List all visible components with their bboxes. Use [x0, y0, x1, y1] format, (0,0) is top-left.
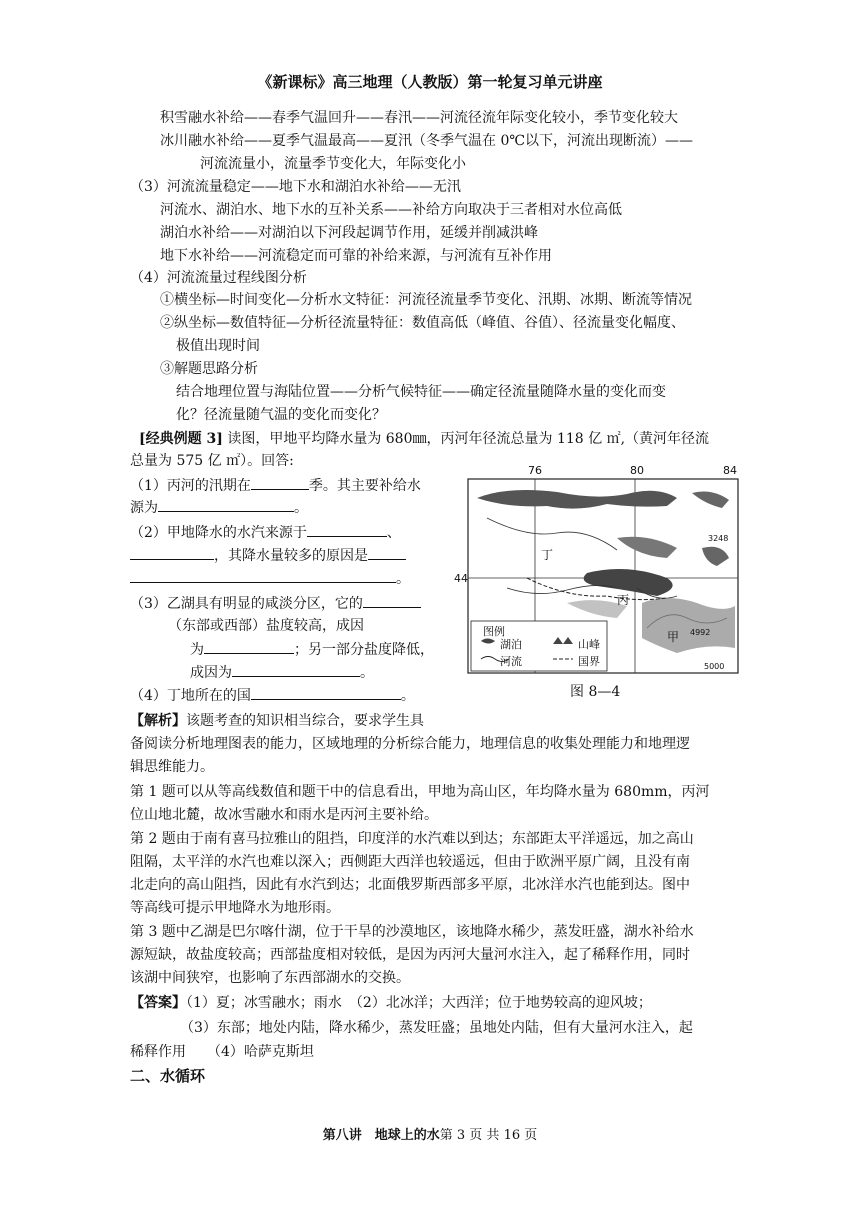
analysis-text: 阻隔，太平洋的水汽也难以深入；西侧距大西洋也较遥远，但由于欧洲平原广阔，且没有南: [130, 854, 690, 870]
analysis-text: 备阅读分析地理图表的能力，区域地理的分析综合能力，地理信息的收集处理能力和地理逻: [130, 736, 690, 752]
question-1-text: 源为: [130, 500, 158, 516]
text-line: 化？径流量随气温的变化而变化？: [176, 407, 386, 423]
elevation-label: 3248: [708, 534, 729, 543]
analysis-text: 位山地北麓，故冰雪融水和雨水是丙河主要补给。: [130, 807, 438, 823]
question-1-text: 季。其主要补给水: [308, 478, 421, 494]
text-line: 湖泊水补给——对湖泊以下河段起调节作用，延缓并削减洪峰: [160, 225, 538, 241]
analysis-tag: 【解析】: [130, 713, 186, 729]
question-3-text: （东部或西部）盐度较高，成因: [168, 618, 364, 634]
text-line: ③解题思路分析: [160, 361, 258, 377]
page-header: 《新课标》高三地理（人教版）第一轮复习单元讲座: [257, 73, 603, 91]
question-3-text: ；另一部分盐度降低，: [294, 642, 434, 658]
analysis-text: 第 1 题可以从等高线数值和题干中的信息看出，甲地为高山区，年均降水量为 680mm，丙河: [130, 784, 710, 800]
text-line: 结合地理位置与海陆位置——分析气候特征——确定径流量随降水量的变化而变: [176, 384, 666, 400]
legend-item: 湖泊: [500, 638, 522, 651]
longitude-label: 76: [528, 464, 542, 477]
longitude-label: 80: [630, 464, 644, 477]
text-line: （3）河流流量稳定——地下水和湖泊水补给——无汛: [130, 179, 461, 195]
question-4-text: （4）丁地所在的国: [130, 688, 251, 704]
analysis-text: 北走向的高山阻挡，因此有水汽到达；北面俄罗斯西部多平原，北冰洋水汽也能到达。图中: [130, 877, 690, 893]
answer-blank[interactable]: [307, 522, 387, 537]
answer-text: （3）东部；地处内陆，降水稀少，蒸发旺盛；虽地处内陆，但有大量河水注入，起: [180, 1020, 693, 1036]
question-2-text: 、: [386, 525, 401, 541]
example-tag: [经典例题 3]: [139, 431, 223, 447]
legend-item: 山峰: [578, 638, 600, 651]
text-line: 河流水、湖泊水、地下水的互补关系——补给方向取决于三者相对水位高低: [160, 202, 622, 218]
answer-blank[interactable]: [251, 475, 309, 490]
analysis-text: 源短缺，故盐度较高；西部盐度相对较低，是因为丙河大量河水注入，起了稀释作用，同时: [130, 947, 690, 963]
answer-blank[interactable]: [363, 593, 421, 608]
text-line: 冰川融水补给——夏季气温最高——夏汛（冬季气温在 0℃以下，河流出现断流）——: [160, 133, 694, 149]
question-3-text: 成因为: [190, 665, 232, 681]
analysis-text: 第 2 题由于南有喜马拉雅山的阻挡，印度洋的水汽难以到达；东部距太平洋遥远，加之高山: [130, 831, 694, 847]
page-footer: [0, 1124, 860, 1143]
answer-blank[interactable]: [232, 662, 360, 677]
question-4-text: 。: [400, 688, 415, 704]
answer-tag: 【答案】: [130, 995, 186, 1011]
example-text: 总量为 575 亿 ㎡）。回答:: [130, 453, 294, 469]
answer-blank[interactable]: [130, 545, 214, 560]
text-line: 地下水补给——河流稳定而可靠的补给来源，与河流有互补作用: [160, 248, 552, 264]
footer-page-number: 第 3 页 共 16 页: [439, 1128, 538, 1143]
latitude-label: 44: [454, 572, 468, 585]
text-line: 积雪融水补给——春季气温回升——春汛——河流径流年际变化较小，季节变化较大: [160, 110, 678, 126]
question-3-text: 。: [360, 665, 374, 681]
legend-title: 图例: [483, 625, 505, 638]
answer-blank[interactable]: [204, 639, 294, 654]
legend-item: 国界: [578, 655, 600, 668]
question-3-text: 为: [190, 642, 204, 658]
text-line: （4）河流流量过程线图分析: [130, 270, 307, 286]
footer-lecture: 第八讲: [322, 1128, 362, 1143]
analysis-text: 第 3 题中乙湖是巴尔喀什湖，位于干旱的沙漠地区，该地降水稀少，蒸发旺盛，湖水补给水: [130, 924, 694, 940]
answer-blank[interactable]: [251, 685, 401, 700]
question-1-text: （1）丙河的汛期在: [130, 478, 251, 494]
section-heading: 二、水循环: [130, 1067, 206, 1085]
question-3-text: （3）乙湖具有明显的咸淡分区，它的: [130, 596, 363, 612]
analysis-text: 该湖中间狭窄，也影响了东西部湖水的交换。: [130, 970, 410, 986]
text-line: ②纵坐标—数值特征—分析径流量特征：数值高低（峰值、谷值）、径流量变化幅度、: [160, 315, 685, 331]
example-text: 读图，甲地平均降水量为 680㎜，丙河年径流总量为 118 亿 ㎡,（黄河年径流: [227, 431, 710, 447]
text-line: 极值出现时间: [176, 338, 260, 354]
place-label: 丙: [617, 593, 630, 607]
analysis-text: 辑思维能力。: [130, 759, 214, 775]
text-line: ①横坐标—时间变化—分析水文特征：河流径流量季节变化、汛期、冰期、断流等情况: [160, 292, 692, 308]
text-line: 河流流量小，流量季节变化大，年际变化小: [200, 156, 466, 172]
question-2-text: （2）甲地降水的水汽来源于: [130, 525, 307, 541]
answer-text: 稀释作用 （4）哈萨克斯坦: [130, 1044, 314, 1060]
question-2-text: ，其降水量较多的原因是: [214, 548, 368, 564]
answer-blank[interactable]: [130, 568, 396, 583]
elevation-label: 4992: [690, 628, 711, 637]
question-2-text: 。: [396, 571, 410, 587]
legend-item: 河流: [500, 655, 522, 668]
analysis-text: 等高线可提示甲地降水为地形雨。: [130, 900, 340, 916]
place-label: 甲: [667, 630, 680, 644]
answer-text: （1）夏；冰雪融水；雨水 （2）北冰洋；大西洋；位于地势较高的迎风坡；: [186, 995, 652, 1011]
place-label: 丁: [541, 548, 554, 562]
answer-blank[interactable]: [368, 545, 406, 560]
footer-topic: 地球上的水: [374, 1128, 440, 1143]
analysis-text: 该题考查的知识相当综合，要求学生具: [186, 713, 424, 729]
question-1-text: 。: [294, 500, 308, 516]
answer-blank[interactable]: [158, 497, 294, 512]
elevation-label: 5000: [704, 662, 725, 671]
longitude-label: 84: [723, 464, 737, 477]
figure-caption: 图 8—4: [570, 684, 621, 700]
